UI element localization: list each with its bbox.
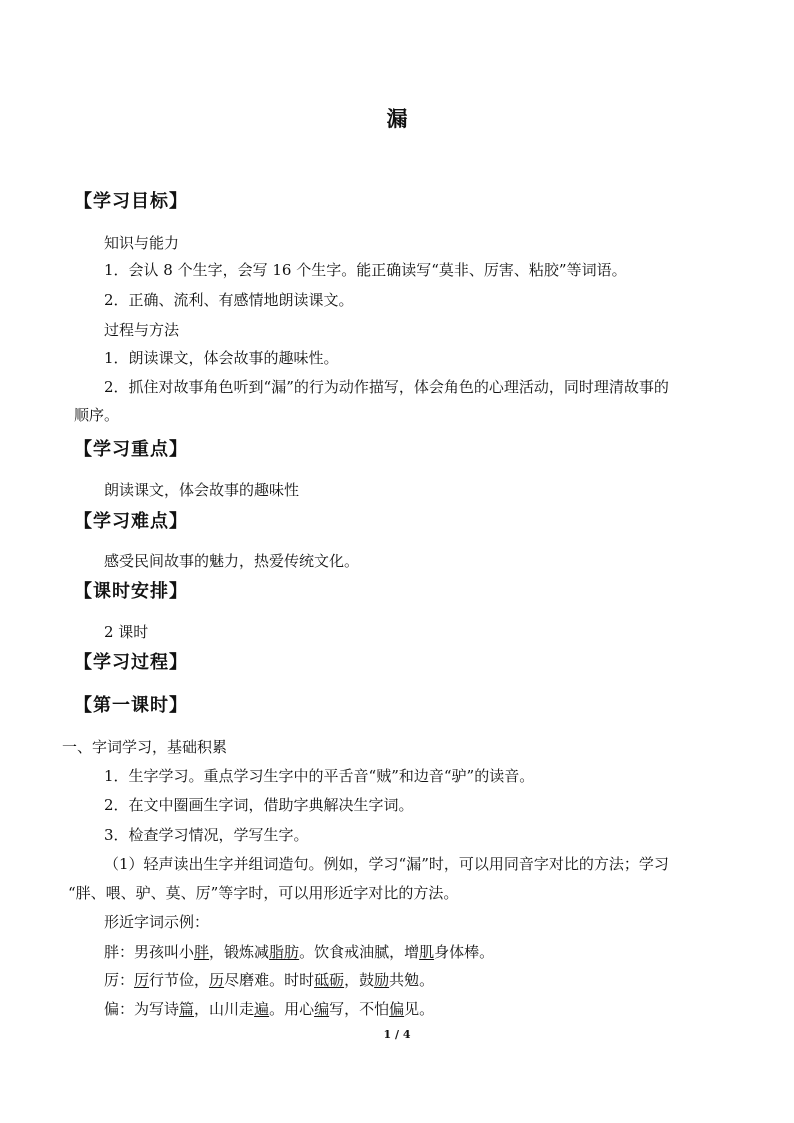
example-text: 。饮食戒油腻，增: [299, 943, 420, 961]
underlined-word: 历: [209, 971, 225, 989]
example-text: 偏：为写诗: [104, 1000, 180, 1018]
goal-item-2: 2．正确、流利、有感情地朗读课文。: [104, 291, 354, 309]
example-text: ，山川走: [194, 1000, 255, 1018]
lesson-item-1: 1．生字学习。重点学习生字中的平舌音“贼”和边音“驴”的读音。: [104, 767, 535, 785]
page-number: 1 / 4: [383, 1028, 411, 1041]
underlined-word: 励: [374, 971, 390, 989]
lesson-item-3-1: （1）轻声读出生字并组词造句。例如，学习“漏”时，可以用同音字对比的方法；学习: [104, 855, 669, 873]
section-heading-process: 【学习过程】: [74, 652, 188, 673]
part-heading-1: 一、字词学习，基础积累: [62, 738, 228, 756]
lesson-item-3: 3．检查学习情况，学写生字。: [104, 826, 309, 844]
underlined-word: 胖: [194, 943, 210, 961]
example-text: ，锻炼减: [209, 943, 270, 961]
underlined-word: 编: [314, 1000, 330, 1018]
subheading-knowledge: 知识与能力: [104, 234, 180, 252]
example-line-2: [104, 970, 434, 990]
section-heading-goals: 【学习目标】: [74, 191, 188, 212]
schedule-text: 2 课时: [104, 623, 149, 641]
section-heading-focus: 【学习重点】: [74, 439, 188, 460]
example-text: 。用心: [269, 1000, 315, 1018]
method-item-2-cont: 顺序。: [74, 406, 120, 424]
difficulty-text: 感受民间故事的魅力，热爱传统文化。: [104, 552, 360, 570]
example-text: 身体棒。: [434, 943, 495, 961]
example-heading: 形近字词示例：: [104, 913, 210, 931]
lesson-item-3-1-cont: “胖、喂、驴、莫、厉”等字时，可以用形近字对比的方法。: [68, 884, 459, 902]
method-item-1: 1．朗读课文，体会故事的趣味性。: [104, 349, 339, 367]
underlined-word: 遍: [254, 1000, 270, 1018]
example-text: 行节俭，: [149, 971, 210, 989]
example-text: 见。: [404, 1000, 435, 1018]
example-text: 厉：: [104, 971, 135, 989]
underlined-word: 砥砺: [314, 971, 345, 989]
underlined-word: 篇: [179, 1000, 195, 1018]
method-item-2: 2．抓住对故事角色听到“漏”的行为动作描写，体会角色的心理活动，同时理清故事的: [104, 378, 669, 396]
example-text: 胖：男孩叫小: [104, 943, 195, 961]
goal-item-1: 1．会认 8 个生字，会写 16 个生字。能正确读写“莫非、厉害、粘胶”等词语。: [104, 261, 627, 279]
example-line-3: [104, 999, 434, 1019]
document-title: 漏: [386, 106, 408, 131]
section-heading-difficulty: 【学习难点】: [74, 511, 188, 532]
example-text: 尽磨难。时时: [224, 971, 315, 989]
example-text: 写，不怕: [329, 1000, 390, 1018]
section-heading-schedule: 【课时安排】: [74, 581, 188, 602]
subheading-method: 过程与方法: [104, 321, 180, 339]
underlined-word: 肌: [419, 943, 435, 961]
example-text: ，鼓: [344, 971, 375, 989]
underlined-word: 厉: [134, 971, 150, 989]
example-text: 共勉。: [389, 971, 435, 989]
section-heading-lesson1: 【第一课时】: [74, 695, 188, 716]
underlined-word: 脂肪: [269, 943, 300, 961]
lesson-item-2: 2．在文中圈画生字词，借助字典解决生字词。: [104, 796, 414, 814]
underlined-word: 偏: [389, 1000, 405, 1018]
example-line-1: [104, 942, 494, 962]
focus-text: 朗读课文，体会故事的趣味性: [104, 481, 300, 499]
